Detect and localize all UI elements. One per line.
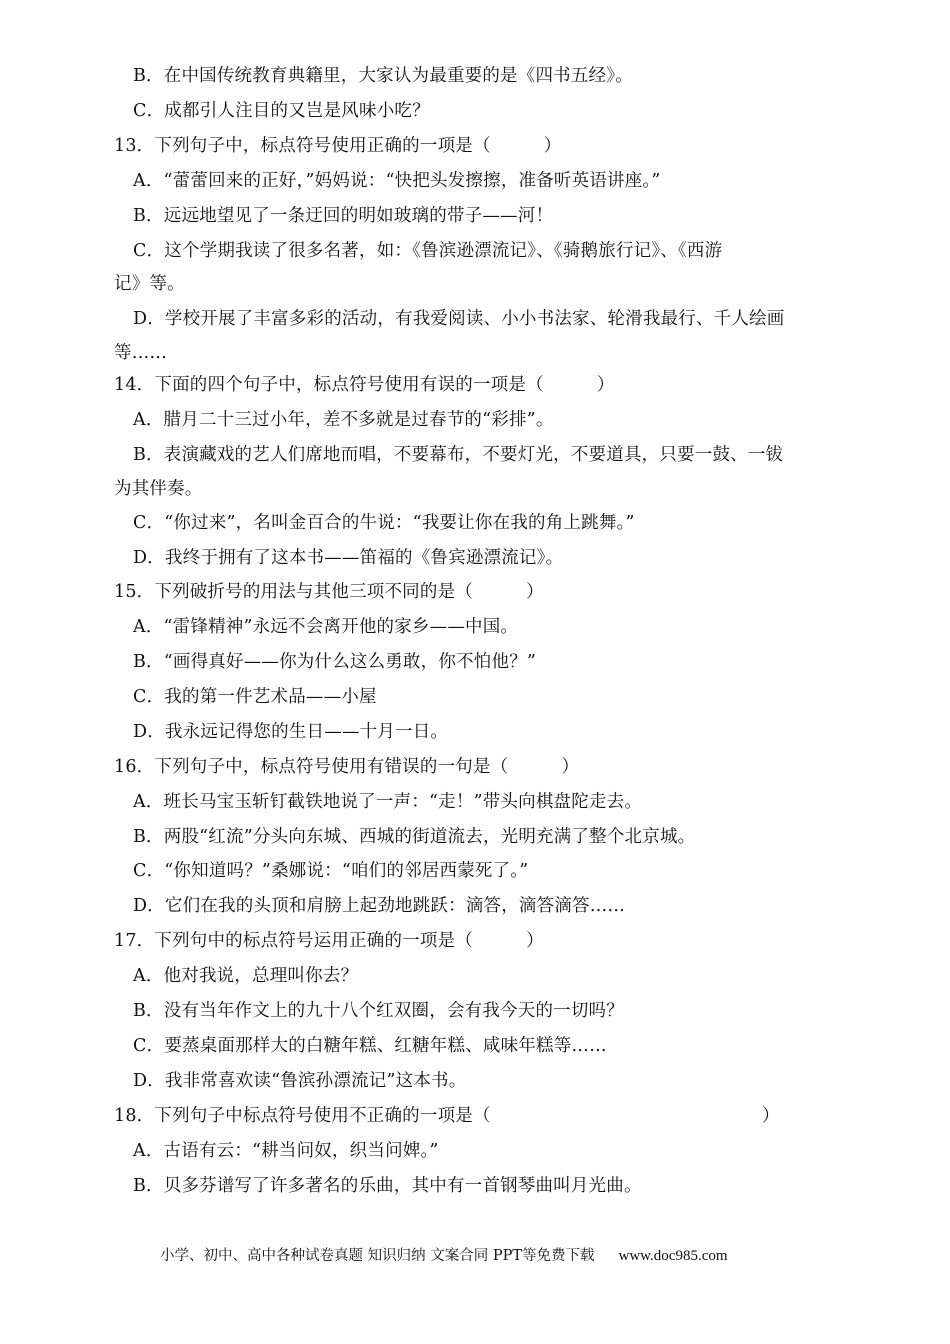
- option-17d: D．我非常喜欢读“鲁滨孙漂流记”这本书。: [133, 1071, 467, 1091]
- option-15c: C．我的第一件艺术品——小屋: [133, 687, 377, 707]
- option-17c: C．要蒸桌面那样大的白糖年糕、红糖年糕、咸味年糕等……: [133, 1036, 607, 1056]
- option-15a: A．“雷锋精神”永远不会离开他的家乡——中国。: [133, 617, 519, 637]
- footer-text: 小学、初中、高中各种试卷真题 知识归纳 文案合同 PPT等免费下载: [160, 1248, 595, 1264]
- option-17a: A．他对我说，总理叫你去？: [133, 966, 359, 986]
- option-15b: B．“画得真好——你为什么这么勇敢，你不怕他？”: [133, 652, 537, 672]
- question-13: 13．下列句子中，标点符号使用正确的一项是（ ）: [114, 136, 562, 156]
- option-16c: C．“你知道吗？”桑娜说：“咱们的邻居西蒙死了。”: [133, 861, 529, 881]
- option-16d: D．它们在我的头顶和肩膀上起劲地跳跃：滴答，滴答滴答……: [133, 896, 626, 916]
- option-14a: A．腊月二十三过小年，差不多就是过春节的“彩排”。: [133, 410, 554, 430]
- option-13c: C．这个学期我读了很多名著，如：《鲁滨逊漂流记》、《骑鹅旅行记》、《西游: [133, 241, 723, 261]
- option-13d: D．学校开展了丰富多彩的活动，有我爱阅读、小小书法家、轮滑我最行、千人绘画: [133, 309, 785, 329]
- option-12c: C．成都引人注目的又岂是风味小吃？: [133, 101, 430, 121]
- question-16: 16．下列句子中，标点符号使用有错误的一句是（ ）: [114, 757, 580, 777]
- page-footer: [160, 1246, 728, 1266]
- option-14b-cont: 为其伴奏。: [114, 479, 203, 499]
- option-14c: C．“你过来”，名叫金百合的牛说：“我要让你在我的角上跳舞。”: [133, 513, 635, 533]
- option-13c-cont: 记》等。: [114, 274, 185, 294]
- option-13b: B．远远地望见了一条迂回的明如玻璃的带子——河！: [133, 206, 554, 226]
- option-13d-cont: 等……: [114, 343, 168, 363]
- question-18: 18．下列句子中标点符号使用不正确的一项是（: [114, 1106, 491, 1126]
- option-14b: B．表演藏戏的艺人们席地而唱，不要幕布，不要灯光，不要道具，只要一鼓、一钹: [133, 445, 784, 465]
- option-12b: B．在中国传统教育典籍里，大家认为最重要的是《四书五经》。: [133, 66, 633, 86]
- option-16b: B．两股“红流”分头向东城、西城的街道流去，光明充满了整个北京城。: [133, 827, 696, 847]
- option-14d: D．我终于拥有了这本书——笛福的《鲁宾逊漂流记》。: [133, 548, 564, 568]
- question-14: 14．下面的四个句子中，标点符号使用有误的一项是（ ）: [114, 375, 615, 395]
- option-18a: A．古语有云：“耕当问奴，织当问婢。”: [133, 1141, 439, 1161]
- option-15d: D．我永远记得您的生日——十月一日。: [133, 722, 449, 742]
- option-17b: B．没有当年作文上的九十八个红双圈，会有我今天的一切吗？: [133, 1001, 624, 1021]
- question-15: 15．下列破折号的用法与其他三项不同的是（ ）: [114, 582, 544, 602]
- option-16a: A．班长马宝玉斩钉截铁地说了一声：“走！”带头向棋盘陀走去。: [133, 792, 643, 812]
- question-17: 17．下列句中的标点符号运用正确的一项是（ ）: [114, 931, 544, 951]
- question-18-bracket-close: ）: [762, 1106, 780, 1126]
- footer-url[interactable]: www.doc985.com: [618, 1248, 728, 1264]
- option-18b: B．贝多芬谱写了许多著名的乐曲，其中有一首钢琴曲叫月光曲。: [133, 1176, 642, 1196]
- option-13a: A．“蕾蕾回来的正好，”妈妈说：“快把头发擦擦，准备听英语讲座。”: [133, 171, 661, 191]
